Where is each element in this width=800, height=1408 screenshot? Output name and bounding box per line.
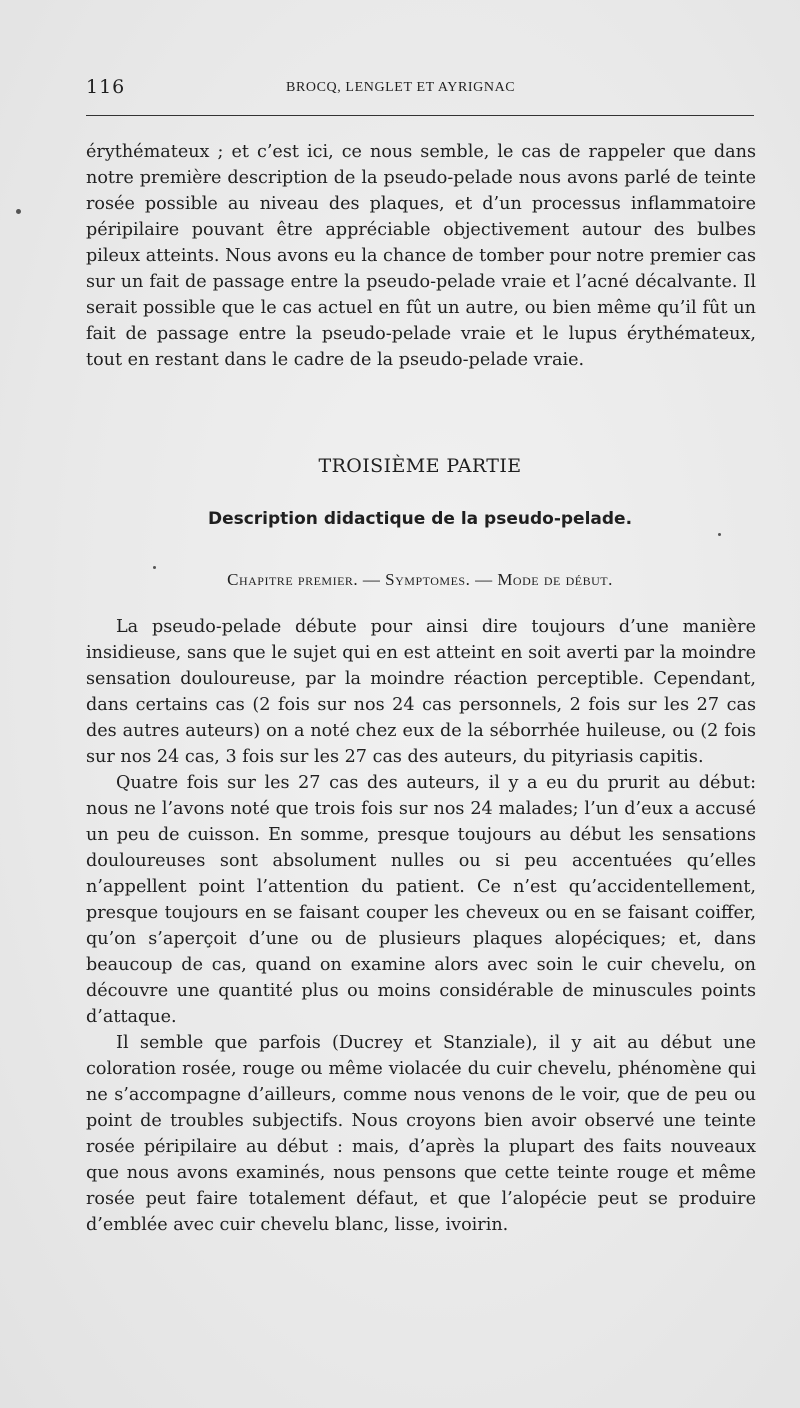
chapter-heading: Chapitre premier. — Symptomes. — Mode de début. [227, 570, 613, 589]
part-title: TROISIÈME PARTIE [318, 455, 522, 477]
paper-speck [16, 209, 21, 214]
paper-speck [718, 533, 721, 536]
body-paragraph: Il semble que parfois (Ducrey et Stanziale), il y ait au début une coloration rosée, rouge ou même violacée du cuir chevelu, phénomène qui ne s’accompagne d’ailleurs, comme nous venons de le voir, que de peu ou point de troubles subjectifs. Nous croyons bien avoir observé une teinte rosée péripilaire au début : mais, d’après la plupart des faits nouveaux que nous avons examinés, nous pensons que cette teinte rouge et même rosée peut faire totalement défaut, et que l’alopécie peut se produire d’emblée avec cuir chevelu blanc, lisse, ivoirin. [86, 1033, 756, 1235]
body-paragraph: La pseudo-pelade débute pour ainsi dire toujours d’une manière insidieuse, sans que le sujet qui en est atteint en soit averti par la moindre sensation douloureuse, par la moindre réaction perceptible. Cependant, dans certains cas (2 fois sur nos 24 cas personnels, 2 fois sur les 27 cas des autres auteurs) on a noté chez eux de la séborrhée huileuse, ou (2 fois sur nos 24 cas, 3 fois sur les 27 cas des auteurs, du pityriasis capitis. [86, 617, 756, 767]
part-subtitle: Description didactique de la pseudo-pelade. [207, 509, 633, 529]
intro-paragraph [86, 139, 756, 373]
paragraph-text: érythémateux ; et c’est ici, ce nous semble, le cas de rappeler que dans notre première description de la pseudo-pelade nous avons parlé de teinte rosée possible au niveau des plaques, et d’un processus inflammatoire péripilaire pouvant être appréciable objectivement autour des bulbes pileux atteints. Nous avons eu la chance de tomber pour notre premier cas sur un fait de passage entre la pseudo-pelade vraie et l’acné décalvante. Il serait possible que le cas actuel en fût un autre, ou bien même qu’il fût un fait de passage entre la pseudo-pelade vraie et le lupus érythémateux, tout en restant dans le cadre de la pseudo-pelade vraie. [86, 142, 756, 370]
paper-speck [153, 566, 156, 569]
body-paragraph: Quatre fois sur les 27 cas des auteurs, il y a eu du prurit au début: nous ne l’avons noté que trois fois sur nos 24 malades; l’un d’eux a accusé un peu de cuisson. En somme, presque toujours au début les sensations douloureuses sont absolument nulles ou si peu accentuées qu’elles n’appellent point l’attention du patient. Ce n’est qu’accidentellement, presque toujours en se faisant couper les cheveux ou en se faisant coiffer, qu’on s’aperçoit d’une ou de plusieurs plaques alopéciques; et, dans beaucoup de cas, quand on examine alors avec soin le cuir chevelu, on découvre une quantité plus ou moins considérable de minuscules points d’attaque. [86, 773, 756, 1027]
running-head-title: BROCQ, LENGLET ET AYRIGNAC [286, 80, 516, 95]
running-head [86, 76, 754, 100]
chapter-body [86, 614, 756, 1238]
header-rule [86, 115, 754, 116]
page-number: 116 [86, 76, 126, 98]
